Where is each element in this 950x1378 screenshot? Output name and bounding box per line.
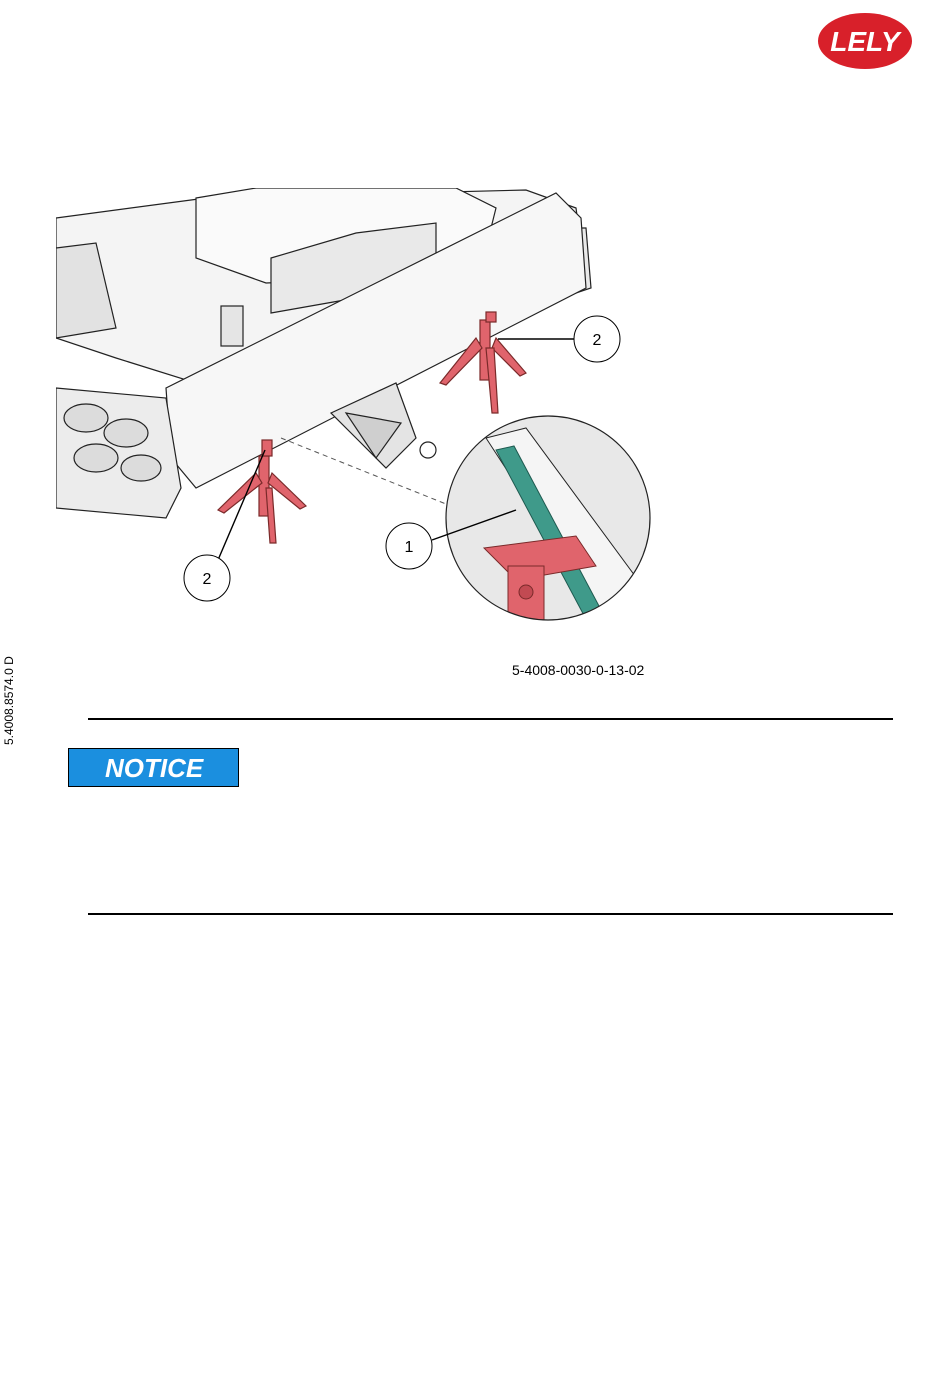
callout-label-1: 1 (404, 539, 414, 556)
callout-label-2-top: 2 (592, 332, 602, 349)
notice-bottom-rule (88, 913, 893, 915)
figure-code: 5-4008-0030-0-13-02 (512, 662, 645, 678)
callout-label-2-bottom: 2 (202, 571, 212, 588)
notice-top-rule (88, 718, 893, 720)
lely-logo (817, 12, 913, 70)
logo-text: LELY (830, 26, 900, 57)
document-side-code: 5.4008.8574.0 D (2, 656, 16, 745)
machine-illustration (56, 188, 656, 648)
notice-label: NOTICE (68, 748, 239, 787)
